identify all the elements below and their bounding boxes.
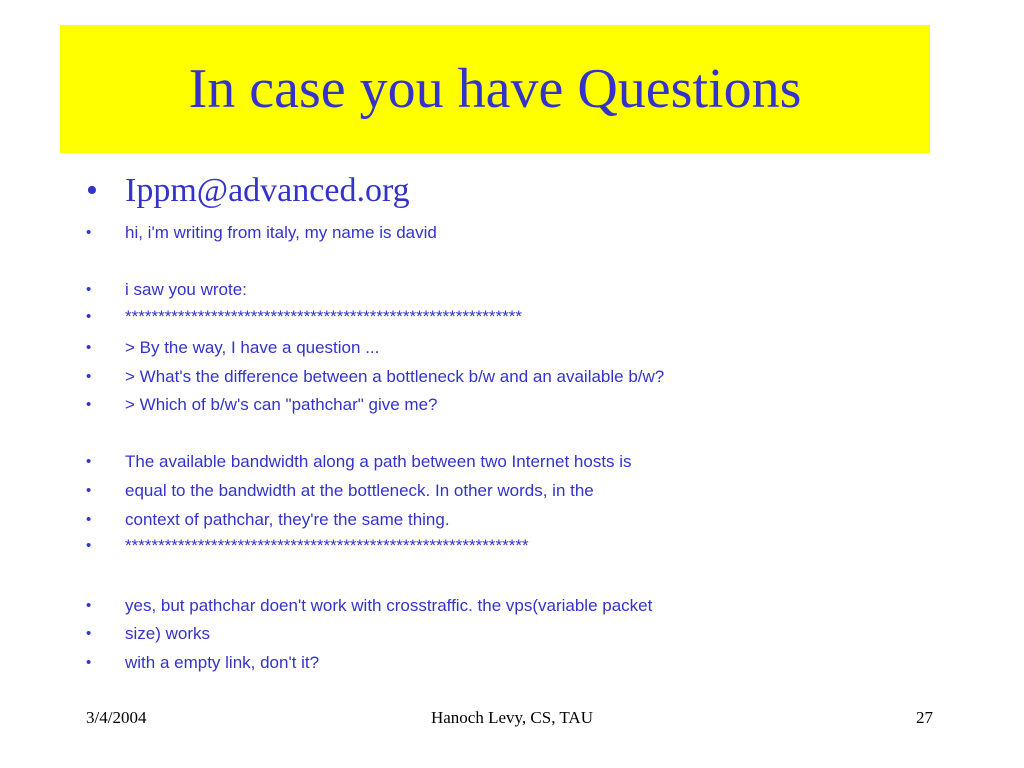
bullet-text: i saw you wrote: [125,280,247,299]
bullet-marker: • [86,511,92,528]
bullet-text: ************************************************************* [125,536,529,555]
footer-page-number: 27 [916,708,933,727]
bullet-marker: • [86,396,92,413]
bullet-marker: • [86,368,92,385]
bullet-marker: • [86,453,92,470]
bullet-text: with a empty link, don't it? [125,653,320,672]
bullet-text: size) works [125,624,211,643]
bullet-text: equal to the bandwidth at the bottleneck. In other words, in the [125,481,594,500]
bullet-text: > What's the difference between a bottleneck b/w and an available b/w? [125,367,665,386]
footer-author: Hanoch Levy, CS, TAU [430,708,593,727]
footer-date: 3/4/2004 [86,708,147,727]
bullet-marker: • [86,482,92,499]
bullet-text: > Which of b/w's can "pathchar" give me? [125,395,438,414]
bullet-text: Ippm@advanced.org [125,172,410,209]
bullet-marker: • [86,625,92,642]
bullet-text: yes, but pathchar doen't work with crosstraffic. the vps(variable packet [125,596,653,615]
bullet-text: The available bandwidth along a path between two Internet hosts is [125,452,632,471]
bullet-marker: • [86,339,92,356]
bullet-text: hi, i'm writing from italy, my name is david [125,223,437,242]
bullet-text: context of pathchar, they're the same thing. [125,510,450,529]
bullet-marker: • [86,537,92,554]
bullet-text: ************************************************************ [125,307,522,326]
bullet-marker: • [86,224,92,241]
bullet-marker: • [86,172,98,209]
bullet-marker: • [86,308,92,325]
bullet-marker: • [86,654,92,671]
bullet-marker: • [86,597,92,614]
bullet-marker: • [86,281,92,298]
slide-title: In case you have Questions [188,58,802,120]
bullet-text: > By the way, I have a question ... [125,338,380,357]
